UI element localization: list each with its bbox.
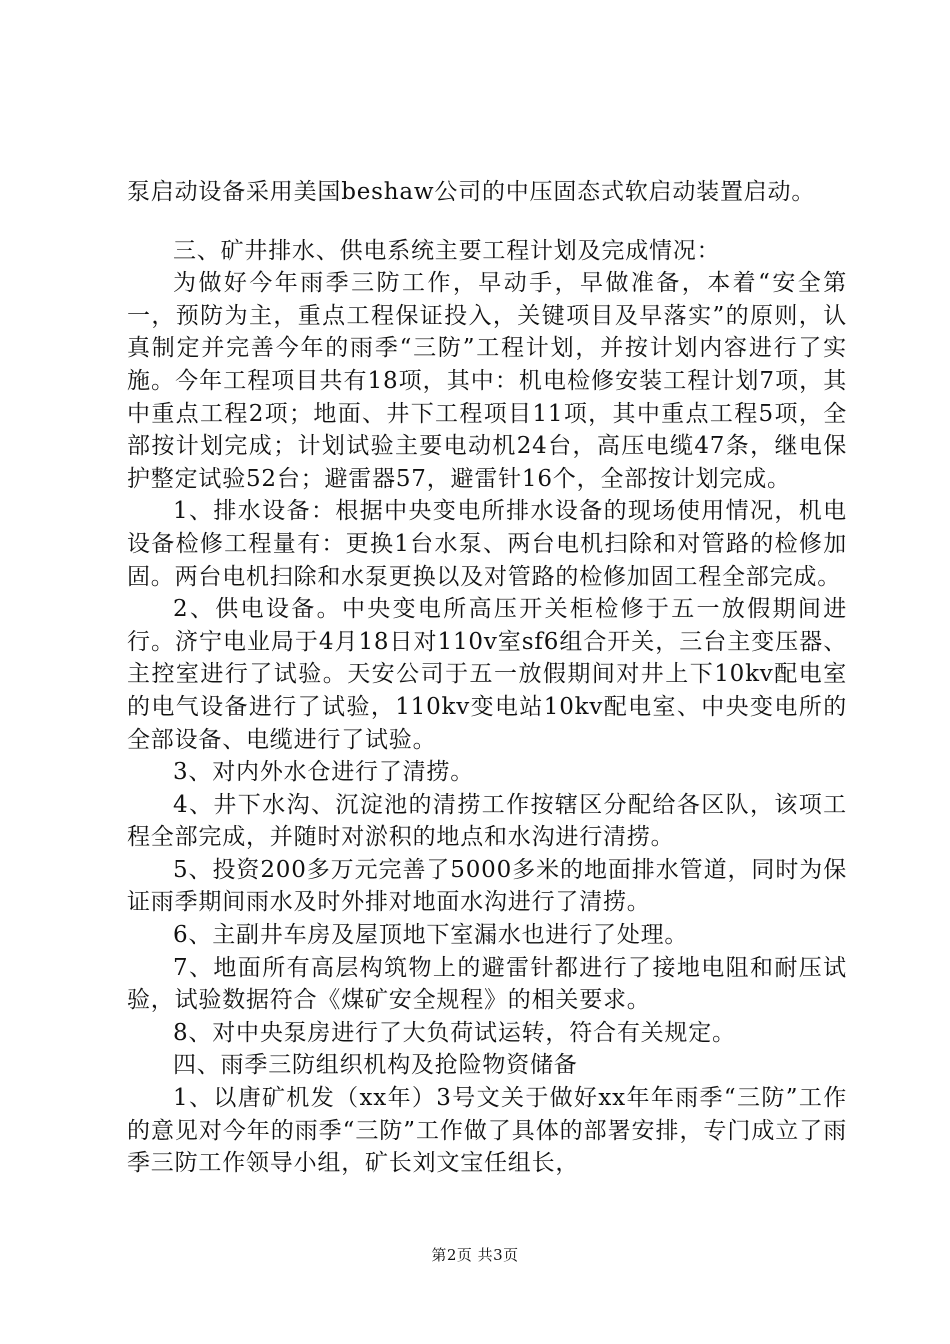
page-number-footer: 第2页 共3页 <box>431 1246 519 1264</box>
paragraph-pump-house-test: 8、对中央泵房进行了大负荷试运转，符合有关规定。 <box>173 1019 736 1046</box>
paragraph-underground-ditch: 4、井下水沟、沉淀池的清捞工作按辖区分配给各区队，该项工程全部完成，并随时对淤积的地点和水沟进行清捞。 <box>127 791 847 851</box>
paragraph-project-plan: 为做好今年雨季三防工作，早动手，早做准备，本着“安全第一，预防为主，重点工程保证投入，关键项目及早落实”的原则，认真制定并完善今年的雨季“三防”工程计划，并按计划内容进行了实施。今年工程项目共有18项，其中：机电检修安装工程计划7项，其中重点工程2项；地面、井下工程项目11项，其中重点工程5项，全部按计划完成；计划试验主要电动机24台，高压电缆47条，继电保护整定试验52台；避雷器57，避雷针16个，全部按计划完成。 <box>127 270 847 492</box>
paragraph-power-equipment: 2、供电设备。中央变电所高压开关柜检修于五一放假期间进行。济宁电业局于4月18日对110v室sf6组合开关，三台主变压器、主控室进行了试验。天安公司于五一放假期间对井上下10kv配电室的电气设备进行了试验，110kv变电站10kv配电室、中央变电所的全部设备、电缆进行了试验。 <box>127 596 847 753</box>
paragraph-water-sump: 3、对内外水仓进行了清捞。 <box>173 759 475 786</box>
paragraph-lightning-rod: 7、地面所有高层构筑物上的避雷针都进行了接地电阻和耐压试验，试验数据符合《煤矿安全规程》的相关要求。 <box>127 954 847 1014</box>
paragraph-organization: 1、以唐矿机发（xx年）3号文关于做好xx年年雨季“三防”工作的意见对今年的雨季“三防”工作做了具体的部署安排，专门成立了雨季三防工作领导小组，矿长刘文宝任组长， <box>127 1085 847 1177</box>
section-heading-organization: 四、雨季三防组织机构及抢险物资储备 <box>173 1052 578 1079</box>
document-body <box>127 176 847 1180</box>
paragraph-drainage-equipment: 1、排水设备：根据中央变电所排水设备的现场使用情况，机电设备检修工程量有：更换1台水泵、两台电机扫除和对管路的检修加固。两台电机扫除和水泵更换以及对管路的检修加固工程全部完成。 <box>127 498 847 590</box>
paragraph-leak-repair: 6、主副井车房及屋顶地下室漏水也进行了处理。 <box>173 922 689 949</box>
paragraph-drainage-pipeline: 5、投资200多万元完善了5000多米的地面排水管道，同时为保证雨季期间雨水及时外排对地面水沟进行了清捞。 <box>127 856 847 916</box>
section-heading-drainage-power: 三、矿井排水、供电系统主要工程计划及完成情况： <box>173 237 721 264</box>
paragraph-pump-startup: 泵启动设备采用美国beshaw公司的中压固态式软启动装置启动。 <box>127 179 816 205</box>
